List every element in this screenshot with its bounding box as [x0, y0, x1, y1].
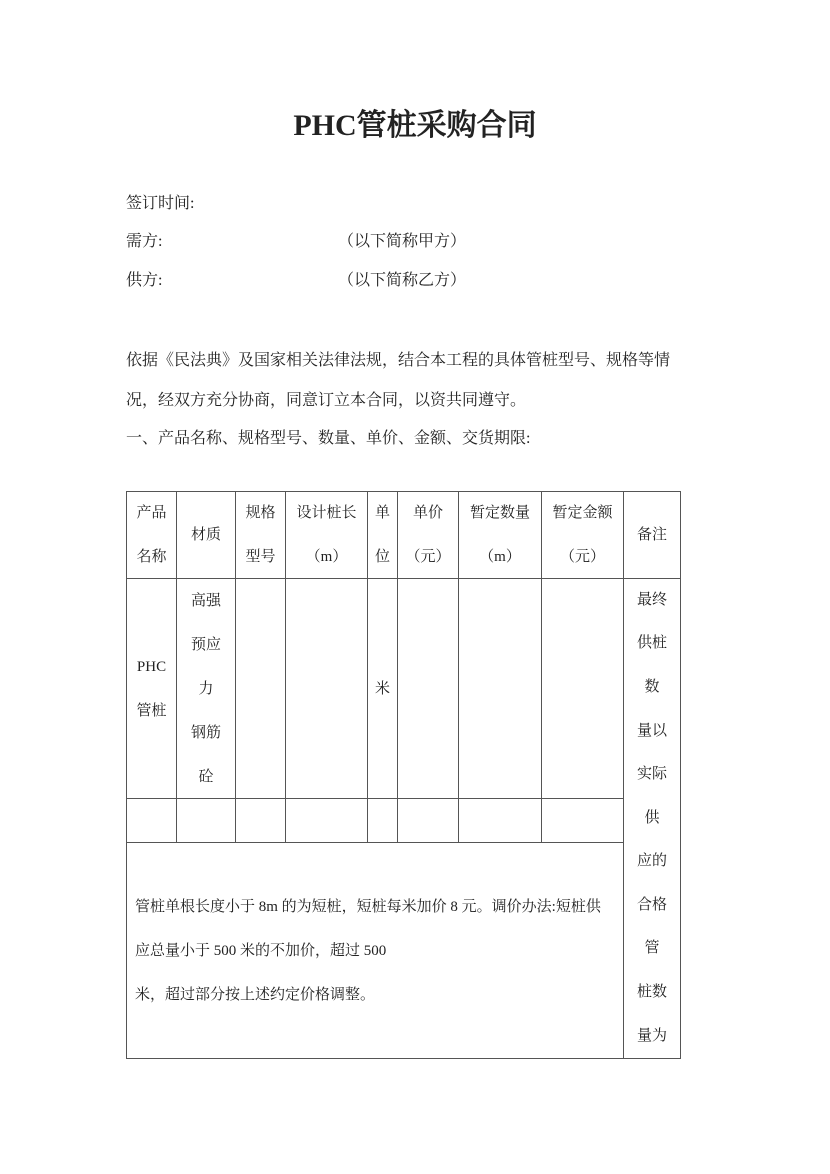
section-1-heading: 一、产品名称、规格型号、数量、单价、金额、交货期限: — [126, 430, 531, 447]
table-cell — [367, 798, 398, 843]
cell-text-line: 规格 — [245, 505, 276, 521]
intro-line-1: 依据《民法典》及国家相关法律法规，结合本工程的具体管桩型号、规格等情 — [126, 352, 671, 369]
cell-text-line: 单 — [374, 505, 390, 521]
cell-text-line: 合格 — [636, 896, 667, 913]
cell-text-line: 单价 — [412, 505, 443, 521]
table-cell — [285, 578, 368, 799]
cell-text-line: 型号 — [245, 549, 276, 565]
table-cell — [397, 798, 459, 843]
supplier-note: （以下简称乙方） — [338, 272, 467, 289]
table-cell — [126, 578, 177, 799]
sign-time-label: 签订时间: — [126, 195, 195, 212]
cell-text-line: （元） — [559, 549, 605, 565]
table-cell — [176, 798, 236, 843]
table-cell — [541, 578, 624, 799]
cell-text-line: 钢筋 — [190, 724, 221, 741]
cell-text-line: 最终 — [636, 591, 667, 608]
header-cell — [285, 491, 368, 579]
table-cell — [458, 798, 542, 843]
table-cell — [367, 578, 398, 799]
cell-text-line: 力 — [198, 680, 214, 697]
table-cell — [541, 798, 624, 843]
cell-text-line: 设计桩长 — [296, 505, 357, 521]
cell-text-line: 管桩 — [136, 702, 167, 719]
table-cell — [235, 798, 286, 843]
cell-text-line: （m） — [479, 549, 521, 565]
cell-text-line: 管桩单根长度小于 8m 的为短桩，短桩每米加价 8 元。调价办法:短桩供 — [135, 898, 601, 915]
header-cell — [235, 491, 286, 579]
intro-line-2: 况，经双方充分协商，同意订立本合同，以资共同遵守。 — [126, 392, 527, 409]
table-cell — [126, 798, 177, 843]
header-cell — [623, 491, 681, 579]
header-cell — [176, 491, 236, 579]
cell-text-line: 实际 — [636, 766, 667, 783]
cell-text-line: （元） — [405, 549, 451, 565]
buyer-note: （以下简称甲方） — [338, 233, 467, 250]
cell-text-line: 砼 — [198, 768, 214, 785]
cell-text-line: 管 — [644, 940, 660, 957]
table-cell — [458, 578, 542, 799]
table-cell — [397, 578, 459, 799]
cell-text-line: 应的 — [636, 853, 667, 870]
cell-text-line: 应总量小于 500 米的不加价，超过 500 — [135, 942, 387, 959]
cell-text-line: 暂定金额 — [552, 505, 613, 521]
table-cell — [285, 798, 368, 843]
remarks-cell — [623, 578, 681, 1059]
cell-text-line: 米，超过部分按上述约定价格调整。 — [135, 986, 376, 1003]
cell-text-line: 产品 — [136, 505, 167, 521]
header-cell — [367, 491, 398, 579]
cell-text-line: PHC — [136, 658, 167, 675]
supplier-label: 供方: — [126, 272, 163, 289]
notes-cell — [126, 842, 624, 1059]
cell-text-line: 高强 — [190, 592, 221, 609]
table-cell — [235, 578, 286, 799]
cell-text-line: 暂定数量 — [469, 505, 530, 521]
cell-text-line: 位 — [374, 549, 390, 565]
cell-text-line: 备注 — [636, 527, 667, 543]
cell-text-line: 米 — [374, 680, 390, 697]
header-cell — [397, 491, 459, 579]
cell-text-line: 桩数 — [636, 984, 667, 1001]
cell-text-line: 数 — [644, 678, 660, 695]
buyer-label: 需方: — [126, 233, 163, 250]
header-cell — [541, 491, 624, 579]
cell-text-line: 预应 — [190, 636, 221, 653]
table-cell — [176, 578, 236, 799]
cell-text-line: 名称 — [136, 549, 167, 565]
cell-text-line: （m） — [305, 549, 348, 565]
header-cell — [126, 491, 177, 579]
cell-text-line: 供桩 — [636, 635, 667, 652]
cell-text-line: 供 — [644, 809, 660, 826]
cell-text-line: 材质 — [190, 527, 221, 543]
cell-text-line: 量以 — [636, 722, 667, 739]
page-title: PHC管桩采购合同 — [293, 109, 537, 142]
header-cell — [458, 491, 542, 579]
cell-text-line: 量为 — [636, 1027, 667, 1044]
